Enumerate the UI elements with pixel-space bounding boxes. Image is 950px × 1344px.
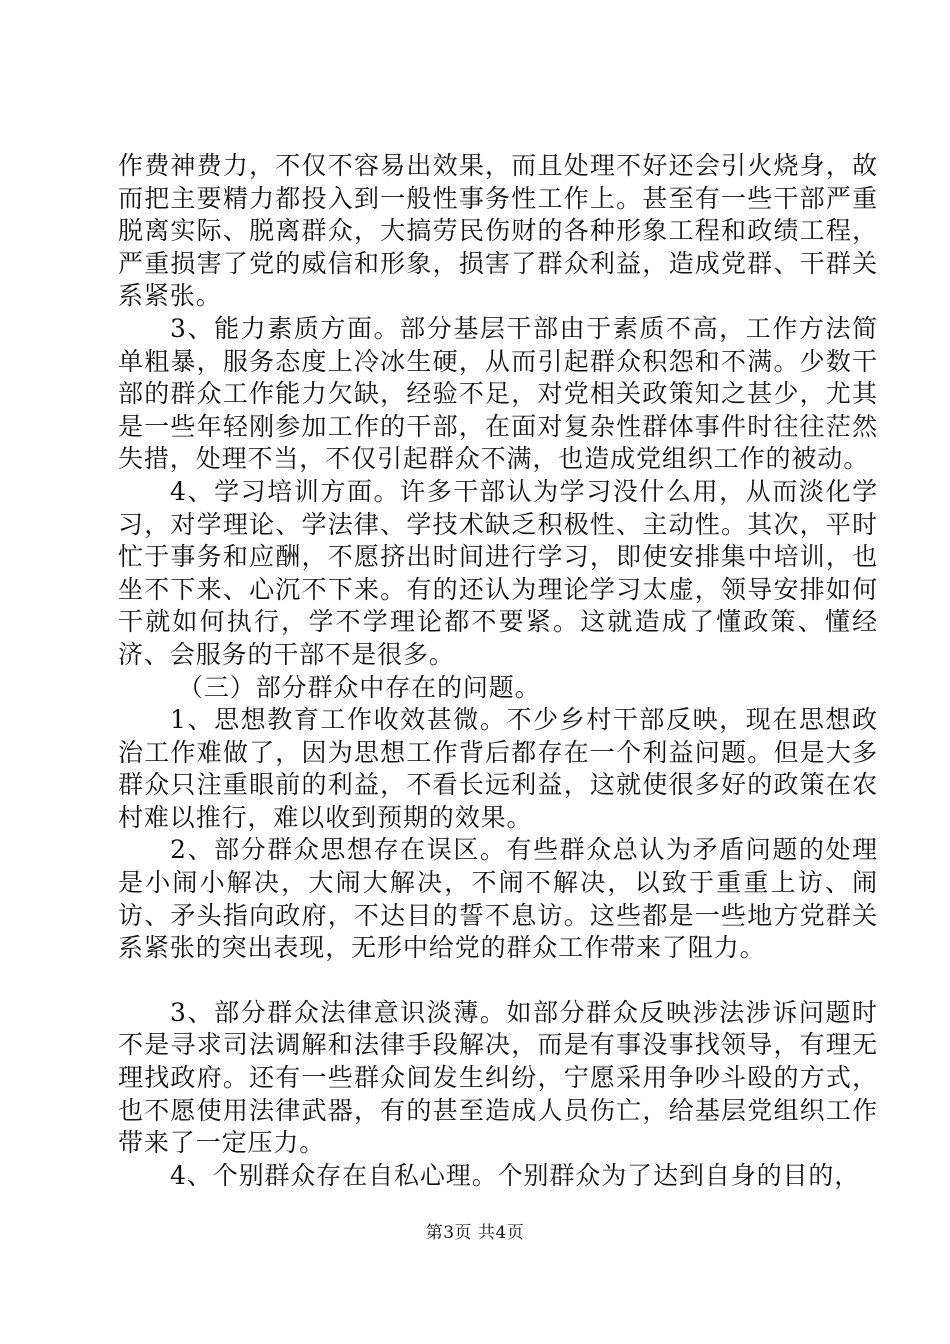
page-number: 第3页 共4页 xyxy=(425,1223,525,1243)
paragraph-continuation: 作费神费力，不仅不容易出效果，而且处理不好还会引火烧身，故而把主要精力都投入到一般性事务性工作上。甚至有一些干部严重脱离实际、脱离群众，大搞劳民伤财的各种形象工程和政绩工程，严重损害了党的威信和形象，损害了群众利益，造成党群、干群关系紧张。 xyxy=(118,151,878,311)
section-heading-mass-problems: （三）部分群众中存在的问题。 xyxy=(178,672,541,702)
page-footer xyxy=(0,1222,950,1244)
paragraph-legal-awareness: 3、部分群众法律意识淡薄。如部分群众反映涉法涉诉问题时不是寻求司法调解和法律手段解决，而是有事没事找领导，有理无理找政府。还有一些群众间发生纠纷，宁愿采用争吵斗殴的方式，也不愿使用法律武器，有的甚至造成人员伤亡，给基层党组织工作带来了一定压力。 xyxy=(118,997,878,1158)
document-body xyxy=(118,150,878,1192)
paragraph-ideological-education: 1、思想教育工作收效甚微。不少乡村干部反映，现在思想政治工作难做了，因为思想工作背后都存在一个利益问题。但是大多群众只注重眼前的利益，不看长远利益，这就使很多好的政策在农村难以推行，难以收到预期的效果。 xyxy=(118,705,878,832)
paragraph-study-training: 4、学习培训方面。许多干部认为学习没什么用，从而淡化学习，对学理论、学法律、学技术缺乏积极性、主动性。其次，平时忙于事务和应酬，不愿挤出时间进行学习，即使安排集中培训，也坐不下来、心沉不下来。有的还认为理论学习太虚，领导安排如何干就如何执行，学不学理论都不要紧。这就造成了懂政策、懂经济、会服务的干部不是很多。 xyxy=(118,476,878,669)
paragraph-ability-quality: 3、能力素质方面。部分基层干部由于素质不高，工作方法简单粗暴，服务态度上冷冰生硬，从而引起群众积怨和不满。少数干部的群众工作能力欠缺，经验不足，对党相关政策知之甚少，尤其是一些年轻刚参加工作的干部，在面对复杂性群体事件时往往茫然失措，处理不当，不仅引起群众不满，也造成党组织工作的被动。 xyxy=(118,313,878,474)
paragraph-misconceptions: 2、部分群众思想存在误区。有些群众总认为矛盾问题的处理是小闹小解决，大闹大解决，不闹不解决，以致于重重上访、闹访、矛头指向政府，不达目的誓不息访。这些都是一些地方党群关系紧张的突出表现，无形中给党的群众工作带来了阻力。 xyxy=(118,835,878,963)
paragraph-selfish-mentality: 4、个别群众存在自私心理。个别群众为了达到自身的目的， xyxy=(170,1160,861,1190)
